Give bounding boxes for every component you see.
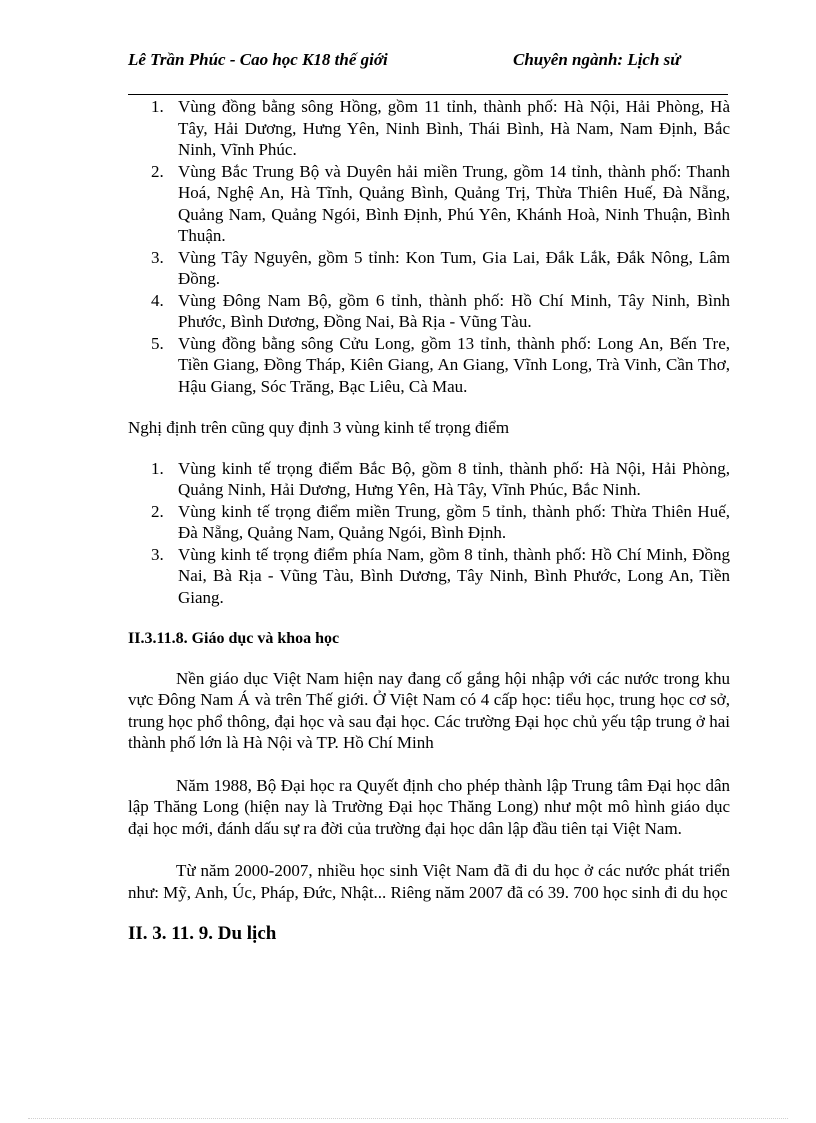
list-text: Vùng Bắc Trung Bộ và Duyên hải miền Trung, gồm 14 tỉnh, thành phố: Thanh Hoá, Nghệ An, Hà Tĩnh, Quảng Bình, Quảng Trị, Thừa Thiên Huế, Đà Nẵng, Quảng Nam, Quảng Ngói, Bình Định, Phú Yên, Khánh Hoà, Ninh Thuận, Bình Thuận. (178, 161, 730, 245)
list-text: Vùng kinh tế trọng điểm Bắc Bộ, gồm 8 tỉnh, thành phố: Hà Nội, Hải Phòng, Quảng Ninh, Hải Dương, Hưng Yên, Hà Tây, Vĩnh Phúc, Bắc Ninh. (178, 458, 730, 499)
list-item (128, 458, 730, 501)
list-text: Vùng kinh tế trọng điểm phía Nam, gồm 8 tỉnh, thành phố: Hồ Chí Minh, Đồng Nai, Bà Rịa - Vũng Tàu, Bình Dương, Tây Ninh, Bình Phước, Long An, Tiền Giang. (178, 544, 730, 607)
list-item (128, 161, 730, 247)
list-number: 1. (151, 97, 164, 116)
list-item (128, 544, 730, 609)
list-text: Vùng kinh tế trọng điểm miền Trung, gồm 5 tỉnh, thành phố: Thừa Thiên Huế, Đà Nẵng, Quảng Nam, Quảng Ngói, Bình Định. (178, 501, 730, 542)
list-number: 2. (151, 501, 164, 521)
key-zones-list (128, 458, 730, 609)
list-item (128, 501, 730, 544)
header-author: Lê Trần Phúc - Cao học K18 thế giới (128, 50, 388, 69)
section-heading-tourism: II. 3. 11. 9. Du lịch (128, 923, 277, 944)
list-item (128, 333, 730, 398)
page-body (128, 96, 730, 945)
list-text: Vùng đồng bằng sông Cửu Long, gồm 13 tỉnh, thành phố: Long An, Bến Tre, Tiền Giang, Đồng Tháp, Kiên Giang, An Giang, Vĩnh Long, Trà Vinh, Cần Thơ, Hậu Giang, Sóc Trăng, Bạc Liêu, Cà Mau. (178, 333, 730, 396)
list-text: Vùng Đông Nam Bộ, gồm 6 tỉnh, thành phố: Hồ Chí Minh, Tây Ninh, Bình Phước, Bình Dương, Đồng Nai, Bà Rịa - Vũng Tàu. (178, 290, 730, 331)
list-number: 4. (151, 290, 164, 310)
list-number: 3. (151, 544, 164, 564)
list-number: 3. (151, 247, 164, 267)
list-text: Vùng đồng bằng sông Hồng, gồm 11 tỉnh, thành phố: Hà Nội, Hải Phòng, Hà Tây, Hải Dương, Hưng Yên, Ninh Bình, Thái Bình, Hà Nam, Nam Định, Bắc Ninh, Vĩnh Phúc. (178, 97, 730, 159)
list-text: Vùng Tây Nguyên, gồm 5 tỉnh: Kon Tum, Gia Lai, Đắk Lắk, Đắk Nông, Lâm Đồng. (178, 247, 730, 288)
list-number: 2. (151, 161, 164, 181)
list-number: 1. (151, 458, 164, 478)
header-rule (128, 94, 728, 95)
list-item (128, 290, 730, 333)
education-paragraph: Từ năm 2000-2007, nhiều học sinh Việt Nam đã đi du học ở các nước phát triển như: Mỹ, Anh, Úc, Pháp, Đức, Nhật... Riêng năm 2007 đã có 39. 700 học sinh đi du học (128, 861, 730, 902)
education-paragraph: Nền giáo dục Việt Nam hiện nay đang cố gắng hội nhập với các nước trong khu vực Đông Nam Á và trên Thế giới. Ở Việt Nam có 4 cấp học: tiểu học, trung học cơ sở, trung học phổ thông, đại học và sau đại học. Các trường Đại học chủ yếu tập trung ở hai thành phố lớn là Hà Nội và TP. Hồ Chí Minh (128, 668, 730, 752)
list-item (128, 96, 730, 161)
section-heading-education: II.3.11.8. Giáo dục và khoa học (128, 630, 340, 647)
page-bottom-border (28, 1118, 788, 1119)
list-number: 5. (151, 333, 164, 353)
education-paragraph: Năm 1988, Bộ Đại học ra Quyết định cho phép thành lập Trung tâm Đại học dân lập Thăng Long (hiện nay là Trường Đại học Thăng Long) như một mô hình giáo dục đại học mới, đánh dấu sự ra đời của trường đại học dân lập đầu tiên tại Việt Nam. (128, 775, 730, 838)
list-item (128, 247, 730, 290)
decree-intro: Nghị định trên cũng quy định 3 vùng kinh tế trọng điểm (128, 418, 510, 437)
regions-list (128, 96, 730, 397)
header-major: Chuyên ngành: Lịch sử (513, 50, 681, 69)
